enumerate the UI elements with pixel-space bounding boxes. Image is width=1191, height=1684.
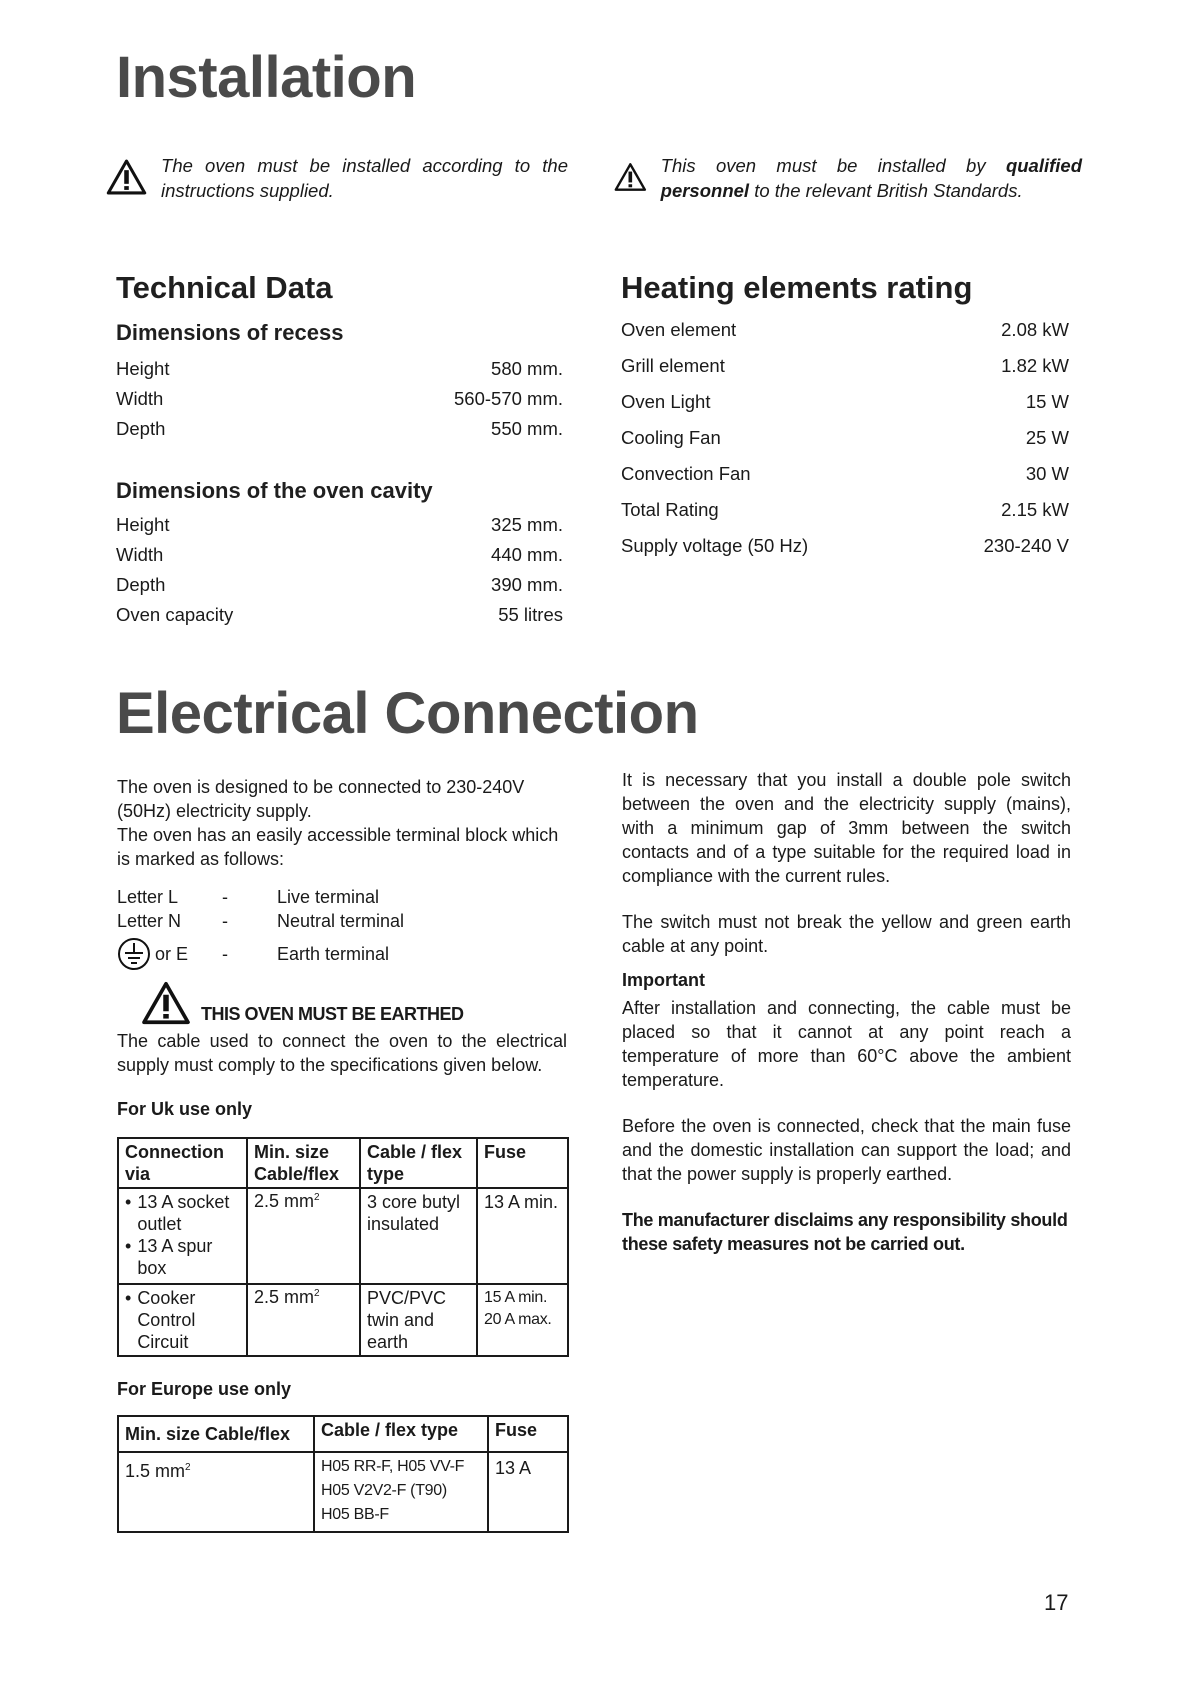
electrical-right-column bbox=[622, 768, 1071, 1256]
terminal-list bbox=[117, 885, 567, 971]
switch-paragraph: It is necessary that you install a double pole switch between the oven and the electricity supply (mains), with a minimum gap of 3mm between the switch contacts and of a type suitable for the required load in compliance with the current rules. bbox=[622, 770, 1071, 886]
important-paragraph: After installation and connecting, the cable must be placed so that it cannot at any point reach a temperature of more than 60°C above the ambient temperature. bbox=[622, 998, 1071, 1090]
earthed-warning bbox=[141, 981, 567, 1025]
install-warning-text: This oven must be installed by qualified personnel to the relevant British Standards. bbox=[660, 155, 1082, 201]
table-row: • 13 A socket outlet • 13 A spur box 2.5 $mm^2$ 3 core butyl insulated 13 A min. bbox=[118, 1188, 568, 1284]
technical-data-section bbox=[116, 270, 563, 630]
spec-row: Oven capacity 55 litres bbox=[116, 604, 563, 625]
spec-row: Width 560-570 mm. bbox=[116, 388, 563, 409]
important-title: Important bbox=[622, 970, 705, 990]
table-row: • Cooker Control Circuit 2.5 $mm^2$ PVC/PVC twin and earth 15 A min. 20 A max. bbox=[118, 1284, 568, 1356]
recess-list bbox=[116, 354, 563, 444]
heating-elements-section bbox=[621, 270, 1069, 564]
install-warning-left bbox=[106, 153, 568, 203]
table-header-row: Min. size Cable/flex Cable / flex type Fuse bbox=[118, 1416, 568, 1452]
europe-use-label: For Europe use only bbox=[117, 1379, 292, 1399]
terminal-row: Letter L - Live terminal bbox=[117, 887, 380, 907]
warning-triangle-icon bbox=[614, 153, 647, 201]
spec-row: Height 580 mm. bbox=[116, 358, 563, 379]
table-row: 1.5 $mm^2$ H05 RR-F, H05 VV-F H05 V2V2-F (T90) H05 BB-F 13 A bbox=[118, 1452, 568, 1532]
earth-cable-paragraph: The switch must not break the yellow and green earth cable at any point. bbox=[622, 912, 1071, 956]
fuse-check-paragraph: Before the oven is connected, check that the main fuse and the domestic installation can support the load; and that the power supply is properly earthed. bbox=[622, 1116, 1071, 1184]
disclaimer-paragraph: The manufacturer disclaims any responsibility should these safety measures not be carried out. bbox=[622, 1210, 1068, 1254]
heating-list bbox=[621, 312, 1069, 564]
heating-row: Convection Fan 30 W bbox=[621, 463, 1069, 484]
terminal-row: or E - Earth terminal bbox=[117, 937, 567, 971]
europe-cable-table bbox=[117, 1415, 569, 1533]
heating-row: Grill element 1.82 kW bbox=[621, 355, 1069, 376]
electrical-left-column bbox=[117, 775, 567, 1533]
heating-row: Oven Light 15 W bbox=[621, 391, 1069, 412]
electrical-connection-title: Electrical Connection bbox=[116, 681, 699, 746]
intro-paragraph: The oven is designed to be connected to 230-240V (50Hz) electricity supply. bbox=[117, 777, 525, 821]
earthed-warning-text: THIS OVEN MUST BE EARTHED bbox=[201, 1004, 464, 1024]
cavity-title: Dimensions of the oven cavity bbox=[116, 478, 433, 503]
heating-row: Total Rating 2.15 kW bbox=[621, 499, 1069, 520]
spec-row: Height 325 mm. bbox=[116, 514, 563, 535]
heating-row: Cooling Fan 25 W bbox=[621, 427, 1069, 448]
spec-row: Width 440 mm. bbox=[116, 544, 563, 565]
cavity-list bbox=[116, 510, 563, 630]
table-header-row: Connection via Min. size Cable/flex Cable / flex type Fuse bbox=[118, 1138, 568, 1188]
heating-row: Supply voltage (50 Hz) 230-240 V bbox=[621, 535, 1069, 556]
earth-ground-icon bbox=[117, 937, 151, 971]
warning-triangle-icon bbox=[141, 981, 191, 1025]
install-warning-right bbox=[614, 153, 1082, 203]
installation-title: Installation bbox=[116, 45, 417, 110]
page-number: 17 bbox=[1044, 1590, 1069, 1615]
terminal-row: Letter N - Neutral terminal bbox=[117, 911, 405, 931]
intro-paragraph: The oven has an easily accessible terminal block which is marked as follows: bbox=[117, 825, 559, 869]
install-warning-text: The oven must be installed according to the instructions supplied. bbox=[161, 155, 568, 201]
heating-title: Heating elements rating bbox=[621, 270, 973, 305]
uk-use-label: For Uk use only bbox=[117, 1099, 253, 1119]
technical-data-title: Technical Data bbox=[116, 270, 333, 305]
cable-paragraph: The cable used to connect the oven to the electrical supply must comply to the specifications given below. bbox=[117, 1031, 567, 1075]
spec-row: Depth 390 mm. bbox=[116, 574, 563, 595]
spec-row: Depth 550 mm. bbox=[116, 418, 563, 439]
uk-cable-table bbox=[117, 1137, 569, 1357]
recess-title: Dimensions of recess bbox=[116, 320, 344, 345]
warning-triangle-icon bbox=[106, 153, 147, 201]
heating-row: Oven element 2.08 kW bbox=[621, 319, 1069, 340]
